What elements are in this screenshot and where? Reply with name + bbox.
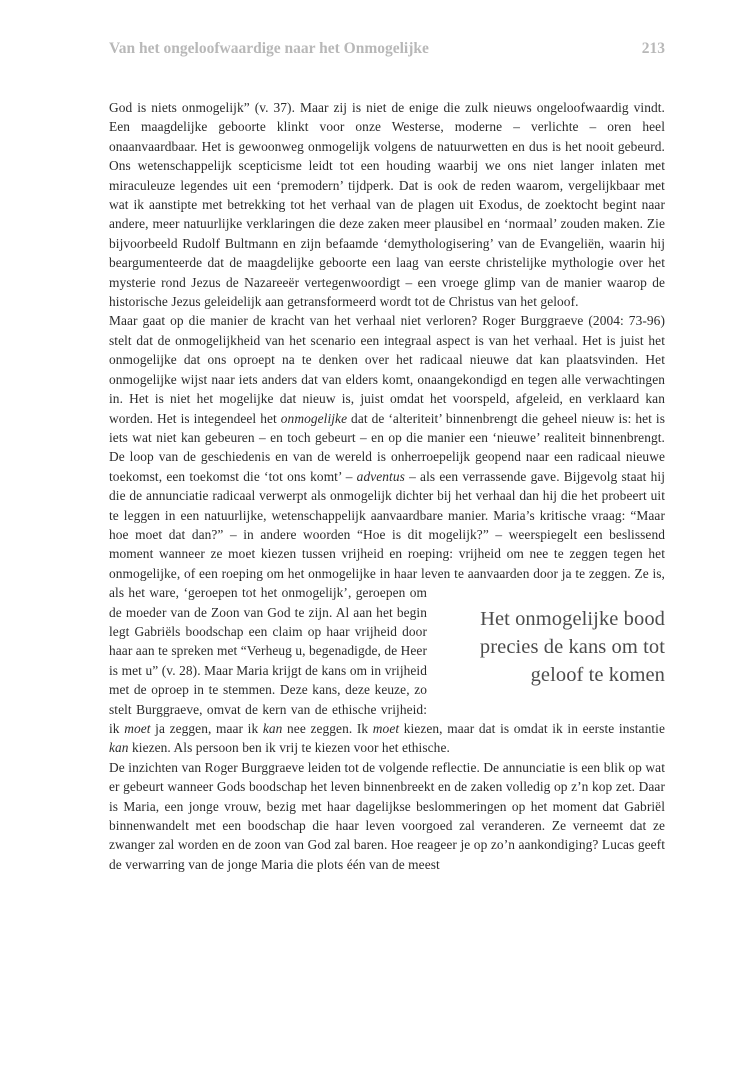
body-text — [109, 98, 665, 874]
page-number: 213 — [641, 40, 665, 57]
emphasis-adventus: adventus — [356, 468, 405, 484]
emphasis-kan-2: kan — [109, 740, 129, 756]
paragraph-2-text-a: Maar gaat op die manier de kracht van het verhaal niet verloren? Roger Burggraeve (2004: 73-96) stelt dat de onmogelijkheid van het scenario een integraal aspect is van het verhaal. Het is juist het onmogelijke dat ons oproept na te denken over het radicaal nieuwe dat kan plaatsvinden. Het onmogelijke wijst naar iets anders dat van elders komt, onaangekondigd en tegen alle verwachtingen in. Het is niet het mogelijke dat nieuw is, juist omdat het voorspeld, afgeleid, en verklaard kan worden. Het is integendeel het — [109, 313, 665, 426]
paragraph-2-text-c: – als een verrassende gave. Bijgevolg staat hij die de annunciatie radicaal verwerpt als onmogelijk dichter bij het verhaal dan hij die het probeert uit te leggen in een natuurlijke, wetenschappelijk aanvaardbare manier. Maria’s kritische vraag: “Maar hoe moet dat dan?” – in andere woorden “Hoe is dit mogelijk?” – weerspiegelt een beslissend moment wanneer ze moet kiezen tussen vrijheid en roeping: vrijheid om nee te zeggen tegen het onmogelijke, of een roeping om het onmogelijke in haar leven te aanvaarden door ja te zeggen. Ze is, als het ware, — [109, 468, 666, 601]
pull-quote: Het onmogelijke bood precies de kans om tot geloof te komen — [479, 608, 665, 687]
emphasis-moet: moet — [124, 721, 151, 736]
running-header-title: Van het ongeloofwaardige naar het Onmogelijke — [109, 40, 429, 57]
paragraph-2 — [109, 311, 665, 757]
paragraph-2-text-f: kiezen, maar dat is omdat ik in eerste instantie — [399, 721, 665, 736]
paragraph-2-text-g: kiezen. Als persoon ben ik vrij te kiezen voor het ethische. — [128, 740, 450, 756]
paragraph-2-text-b: dat de ‘alteriteit’ binnenbrengt die geheel nieuw is: het is iets wat niet kan gebeuren – en toch gebeurt – en op die manier een ‘nieuwe’ realiteit binnenbrengt. De loop van de geschiedenis en van de wereld is onherroepelijk geopend naar een radicaal nieuwe toekomst, een toekomst die ‘tot ons komt’ – — [109, 410, 665, 484]
emphasis-onmogelijke: onmogelijke — [280, 410, 348, 426]
paragraph-2-text-c-continued: ‘geroepen tot het onmogelijk’, geroepen om de moeder van de Zoon van God te zijn. Al aan het begin legt Gabriëls boodschap een claim op haar vrijheid door haar aan te spreken met “Verheug u, begenadigde, de Heer is met u” (v. 28). Maar Maria krijgt de kans om in vrijheid met de oproep in te stemmen. Deze kans, deze keuze, zo stelt Burggraeve, omvat de kern van de ethische vrijheid: ik — [109, 585, 427, 736]
running-header — [109, 40, 665, 60]
emphasis-moet-2: moet — [372, 721, 400, 736]
emphasis-kan: kan — [262, 721, 283, 736]
paragraph-2-text-d: ja zeggen, maar ik — [150, 721, 263, 736]
paragraph-3: De inzichten van Roger Burggraeve leiden tot de volgende reflectie. De annunciatie is een blik op wat er gebeurt wanneer Gods boodschap het leven binnenbreekt en de zaken volledig op z’n kop zet. Daar is Maria, een jonge vrouw, bezig met haar dagelijkse beslommeringen op het moment dat Gabriël binnenwandelt met een boodschap die haar leven voorgoed zal veranderen. Ze verneemt dat ze zwanger zal worden en de zoon van God zal baren. Hoe reageer je op zo’n aankondiging? Lucas geeft de verwarring van de jonge Maria die plots één van de meest — [109, 759, 665, 872]
paragraph-1: God is niets onmogelijk” (v. 37). Maar zij is niet de enige die zulk nieuws ongeloofwaardig vindt. Een maagdelijke geboorte klinkt voor onze Westerse, moderne – verlichte – oren heel onaanvaardbaar. Het is gewoonweg onmogelijk volgens de natuurwetten en dus is het nooit gebeurd. Ons wetenschappelijk scepticisme leidt tot een houding waarbij we ons niet langer inlaten met miraculeuze legendes uit een ‘premodern’ tijdperk. Dat is ook de reden waarom, vergelijkbaar met wat ik aanstipte met betrekking tot het verhaal van de plagen uit Exodus, de zoektocht begint naar andere, meer natuurlijke verklaringen die deze zaken meer plausibel en ‘normaal’ zouden maken. Zie bijvoorbeeld Rudolf Bultmann en zijn befaamde ‘demythologisering’ van de Evangeliën, waarin hij beargumenteerde dat de maagdelijke geboorte een laag van eerste christelijke mythologie over het mysterie rond Jezus de Nazareeër vertegenwoordigt – een vroege glimp van de manier waarop de historische Jezus geleidelijk aan getransformeerd wordt tot de Christus van het geloof. — [109, 100, 665, 310]
paragraph-2-text-e: nee zeggen. Ik — [282, 721, 373, 736]
